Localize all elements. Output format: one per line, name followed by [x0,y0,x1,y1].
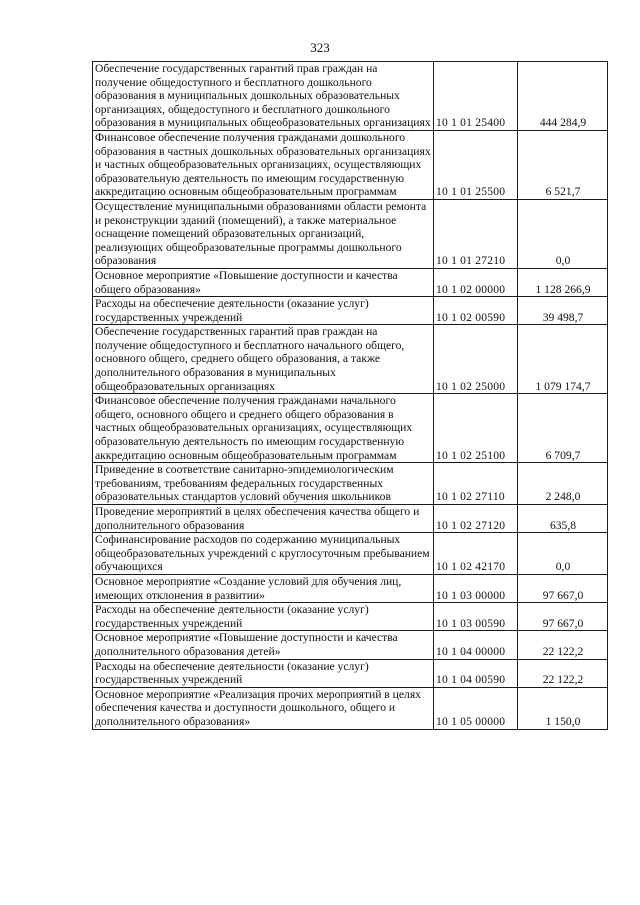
table-row [93,574,608,602]
row-amount: 444 284,9 [518,62,608,131]
row-amount: 1 128 266,9 [518,268,608,296]
row-code: 10 1 03 00590 [434,603,518,631]
row-description: Основное мероприятие «Повышение доступности и качества дополнительного образования детей» [93,631,434,659]
table-row [93,62,608,131]
row-amount: 6 521,7 [518,130,608,199]
row-code: 10 1 01 27210 [434,199,518,268]
row-amount: 22 122,2 [518,631,608,659]
row-code: 10 1 04 00590 [434,659,518,687]
row-description: Обеспечение государственных гарантий прав граждан на получение общедоступного и бесплатного начального общего, основного общего, среднего общего образования, а также дополнительного образования в муниципальных общеобразовательных организациях [93,325,434,394]
row-description: Финансовое обеспечение получения гражданами дошкольного образования в частных дошкольных образовательных организациях и частных общеобразовательных организациях, осуществляющих образовательную деятельность по имеющим государственную аккредитацию основным общеобразовательным программам [93,130,434,199]
row-amount: 0,0 [518,199,608,268]
row-amount: 97 667,0 [518,574,608,602]
table-row [93,130,608,199]
table-row [93,659,608,687]
row-description: Расходы на обеспечение деятельности (оказание услуг) государственных учреждений [93,659,434,687]
row-amount: 1 079 174,7 [518,325,608,394]
row-code: 10 1 02 25100 [434,394,518,463]
row-description: Финансовое обеспечение получения гражданами начального общего, основного общего и среднего общего образования в частных общеобразовательных организациях, осуществляющих образовательную деятельность по имеющим государственную аккредитацию основным общеобразовательным программам [93,394,434,463]
row-description: Расходы на обеспечение деятельности (оказание услуг) государственных учреждений [93,603,434,631]
row-description: Осуществление муниципальными образованиями области ремонта и реконструкции зданий (помещений), а также материальное оснащение помещений образовательных организаций, реализующих общеобразовательные программы дошкольного образования [93,199,434,268]
row-code: 10 1 03 00000 [434,574,518,602]
row-code: 10 1 04 00000 [434,631,518,659]
row-description: Проведение мероприятий в целях обеспечения качества общего и дополнительного образования [93,505,434,533]
row-description: Основное мероприятие «Реализация прочих мероприятий в целях обеспечения качества и доступности дошкольного, общего и дополнительного образования» [93,687,434,729]
page-number: 323 [310,40,330,55]
table-row [93,631,608,659]
row-amount: 6 709,7 [518,394,608,463]
row-description: Основное мероприятие «Создание условий для обучения лиц, имеющих отклонения в развитии» [93,574,434,602]
table-row [93,505,608,533]
table-row [93,463,608,505]
row-description: Приведение в соответствие санитарно-эпидемиологическим требованиям, требованиям федеральных государственных образовательных стандартов условий обучения школьников [93,463,434,505]
table-row [93,297,608,325]
row-description: Основное мероприятие «Повышение доступности и качества общего образования» [93,268,434,296]
row-amount: 0,0 [518,533,608,575]
table-row [93,687,608,729]
row-code: 10 1 01 25400 [434,62,518,131]
row-code: 10 1 02 27120 [434,505,518,533]
row-code: 10 1 02 42170 [434,533,518,575]
table-row [93,268,608,296]
table-row [93,394,608,463]
row-code: 10 1 02 25000 [434,325,518,394]
row-amount: 39 498,7 [518,297,608,325]
row-description: Софинансирование расходов по содержанию муниципальных общеобразовательных учреждений с круглосуточным пребыванием обучающихся [93,533,434,575]
row-amount: 635,8 [518,505,608,533]
row-description: Расходы на обеспечение деятельности (оказание услуг) государственных учреждений [93,297,434,325]
table-row [93,603,608,631]
row-code: 10 1 05 00000 [434,687,518,729]
row-code: 10 1 01 25500 [434,130,518,199]
table-row [93,533,608,575]
row-code: 10 1 02 00000 [434,268,518,296]
row-amount: 22 122,2 [518,659,608,687]
row-description: Обеспечение государственных гарантий прав граждан на получение общедоступного и бесплатного дошкольного образования в муниципальных дошкольных образовательных организациях, общедоступного и бесплатного дошкольного образования в муниципальных общеобразовательных организациях [93,62,434,131]
row-code: 10 1 02 27110 [434,463,518,505]
table-row [93,199,608,268]
budget-table-body [93,62,608,730]
row-amount: 2 248,0 [518,463,608,505]
row-amount: 97 667,0 [518,603,608,631]
budget-table [92,61,608,730]
table-row [93,325,608,394]
row-amount: 1 150,0 [518,687,608,729]
row-code: 10 1 02 00590 [434,297,518,325]
